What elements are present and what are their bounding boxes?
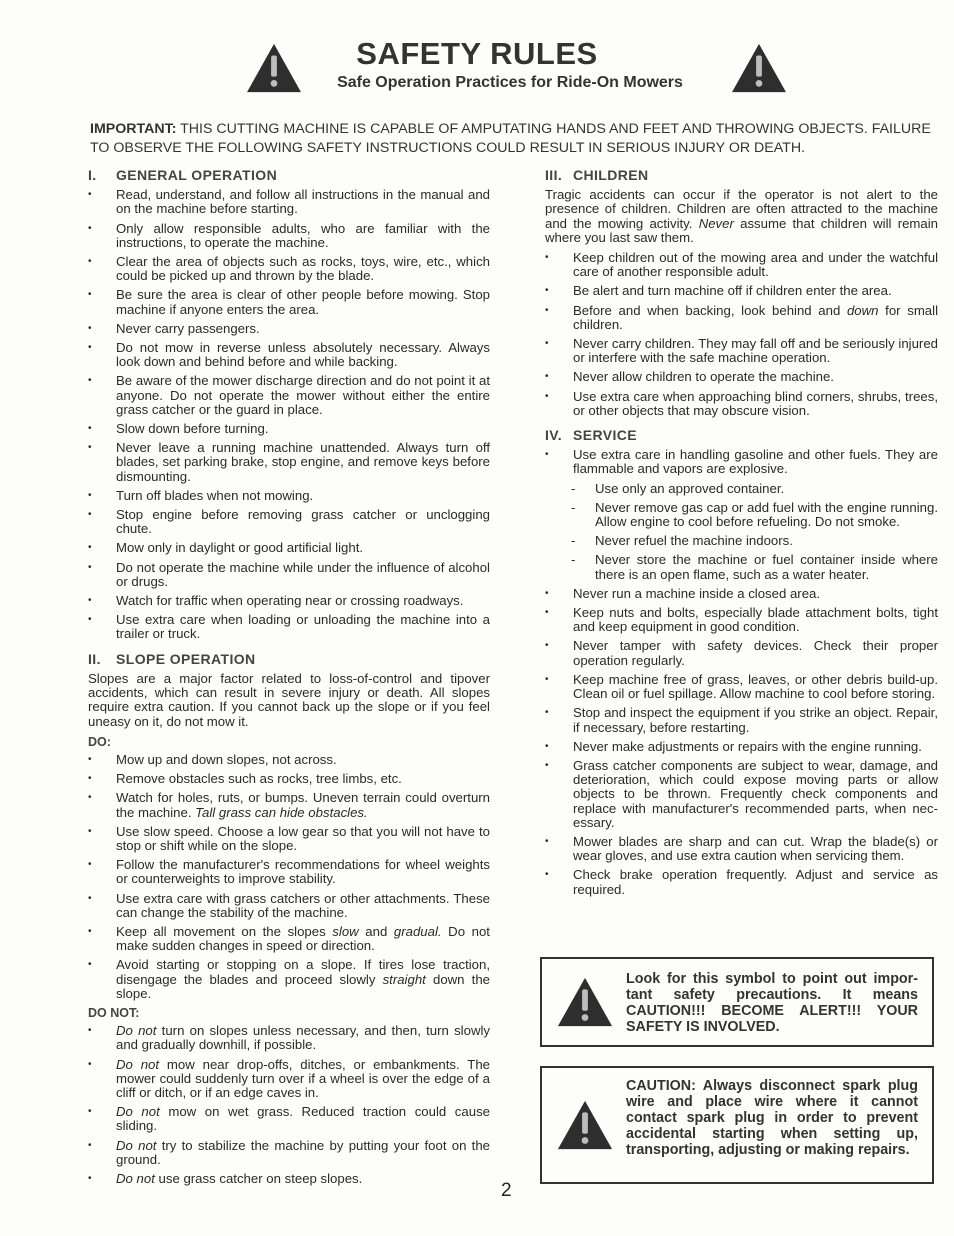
slope-intro: Slopes are a major factor related to loss-of-control and tipover accidents, which can result in severe injury or death. All slopes require extra caution. If you cannot back up the slope or if you feel uneasy on it, do not mow it. — [88, 670, 490, 729]
list-item: • Never carry passengers. — [88, 322, 490, 336]
section-heading-service: IV. SERVICE — [545, 427, 638, 444]
list-item: • Remove obstacles such as rocks, tree limbs, etc. — [88, 772, 490, 786]
important-text: THIS CUTTING MACHINE IS CAPABLE OF AMPUTATING HANDS AND FEET AND THROWING OBJECTS. FAILURE TO OBSERVE THE FOLLOWING SAFETY INSTRUCTIONS COULD RESULT IN SERIOUS INJURY OR DEATH. — [90, 121, 931, 156]
fuel-sub-list — [545, 482, 938, 582]
page-number: 2 — [501, 1180, 512, 1201]
list-item: • Use slow speed. Choose a low gear so that you will not have to stop or shift while on the slope. — [88, 825, 490, 853]
list-item: • Only allow responsible adults, who are familiar with the instructions, to operate the machine. — [88, 222, 490, 250]
symbol-notice-text: Look for this symbol to point out impor-tant safety precautions. It means CAUTION!!! BECOME ALERT!!! YOUR SAFETY IS INVOLVED. — [626, 971, 918, 1035]
list-item: • Use extra care when loading or unloading the machine into a trailer or truck. — [88, 613, 490, 641]
list-item: • Never allow children to operate the machine. — [545, 370, 938, 384]
list-item: • Avoid starting or stopping on a slope. If tires lose traction, disengage the blades and proceed slowly straight down the slope. — [88, 958, 490, 1001]
list-item: • Read, understand, and follow all instructions in the manual and on the machine before starting. — [88, 188, 490, 216]
list-item: • Do not use grass catcher on steep slopes. — [88, 1172, 490, 1186]
list-item: • Follow the manufacturer's recommendations for wheel weights or counterweights to improve stability. — [88, 858, 490, 886]
list-item: • Do not mow near drop-offs, ditches, or embankments. The mower could suddenly turn over if a wheel is over the edge of a cliff or ditch, or if an edge caves in. — [88, 1058, 490, 1101]
warning-triangle-icon — [556, 1096, 614, 1154]
page-subtitle: Safe Operation Practices for Ride-On Mowers — [337, 74, 683, 91]
left-column — [88, 166, 490, 1191]
list-item: • Stop engine before removing grass catcher or unclogging chute. — [88, 508, 490, 536]
list-item: • Keep all movement on the slopes slow and gradual. Do not make sudden changes in speed or direction. — [88, 925, 490, 953]
list-item: • Stop and inspect the equipment if you strike an object. Repair, if necessary, before restarting. — [545, 706, 938, 734]
list-item: • Grass catcher components are subject to wear, damage, and deterioration, which could expose moving parts or allow objects to be thrown. Frequently check components and replace with manufacturer's recommended parts, when nec-essary. — [545, 759, 938, 830]
section-heading-general: I. GENERAL OPERATION — [88, 167, 278, 183]
important-label: IMPORTANT: — [90, 121, 177, 137]
warning-triangle-icon — [556, 973, 614, 1031]
caution-text: CAUTION: Always disconnect spark plug wire and place wire where it cannot contact spark plug in order to prevent accidental starting when setting up, transporting, adjusting or making repairs. — [626, 1078, 918, 1158]
caution-box — [540, 1066, 934, 1184]
list-item: • Mow up and down slopes, not across. — [88, 753, 490, 767]
list-item: • Do not operate the machine while under the influence of alcohol or drugs. — [88, 561, 490, 589]
list-item: • Be aware of the mower discharge direction and do not point it at anyone. Do not operate the mower without either the entire grass catcher or the guard in place. — [88, 374, 490, 417]
do-heading: DO: — [88, 734, 111, 749]
do-not-heading: DO NOT: — [88, 1005, 140, 1020]
children-intro: Tragic accidents can occur if the operator is not alert to the presence of children. Children are often attracted to the machine and the mowing activity. Never assume that children will remain where you last saw them. — [545, 187, 939, 245]
list-item: • Never tamper with safety devices. Check their proper operation regularly. — [545, 639, 938, 667]
important-notice — [90, 120, 940, 158]
list-item: • Use extra care when approaching blind corners, shrubs, trees, or other objects that may obscure vision. — [545, 390, 938, 418]
list-item: - Use only an approved container. — [569, 482, 938, 496]
list-item: • Be alert and turn machine off if children enter the area. — [545, 284, 938, 298]
children-list — [545, 251, 938, 418]
do-list — [88, 753, 490, 1001]
list-item: • Watch for traffic when operating near or crossing roadways. — [88, 594, 490, 608]
list-item: • Keep children out of the mowing area and under the watchful care of another responsible adult. — [545, 251, 938, 279]
list-item: • Turn off blades when not mowing. — [88, 489, 490, 503]
list-item: • Do not try to stabilize the machine by putting your foot on the ground. — [88, 1139, 490, 1167]
list-item: • Never carry children. They may fall off and be seriously injured or interfere with the safe machine operation. — [545, 337, 938, 365]
page-title: SAFETY RULES — [356, 36, 598, 71]
list-item: - Never remove gas cap or add fuel with the engine running. Allow engine to cool before refueling. Do not smoke. — [569, 501, 938, 529]
list-item: • Before and when backing, look behind and down for small children. — [545, 304, 938, 332]
symbol-notice-box — [540, 957, 934, 1047]
service-list-first — [545, 448, 938, 476]
list-item: • Do not mow in reverse unless absolutely necessary. Always look down and behind before and while backing. — [88, 341, 490, 369]
list-item: • Mower blades are sharp and can cut. Wrap the blade(s) or wear gloves, and use extra caution when servicing them. — [545, 835, 938, 863]
section-heading-slope: II. SLOPE OPERATION — [88, 650, 256, 667]
list-item: - Never store the machine or fuel container inside where there is an open flame, such as a water heater. — [569, 553, 938, 581]
list-item: • Clear the area of objects such as rocks, toys, wire, etc., which could be picked up and thrown by the blade. — [88, 255, 490, 283]
list-item: • Check brake operation frequently. Adjust and service as required. — [545, 868, 938, 896]
list-item: • Watch for holes, ruts, or bumps. Uneven terrain could overturn the machine. Tall grass can hide obstacles. — [88, 791, 490, 819]
list-item: • Do not mow on wet grass. Reduced traction could cause sliding. — [88, 1105, 490, 1133]
list-item: - Never refuel the machine indoors. — [569, 534, 938, 548]
list-item: • Never run a machine inside a closed area. — [545, 587, 938, 601]
list-item: • Mow only in daylight or good artificial light. — [88, 541, 490, 555]
section-heading-children: III. CHILDREN — [545, 167, 649, 183]
list-item: • Be sure the area is clear of other people before mowing. Stop machine if anyone enters the area. — [88, 288, 490, 316]
service-list — [545, 587, 938, 897]
list-item: • Use extra care with grass catchers or other attachments. These can change the stability of the machine. — [88, 892, 490, 920]
do-not-list — [88, 1024, 490, 1186]
list-item: • Never leave a running machine unattended. Always turn off blades, set parking brake, stop engine, and remove keys before dismounting. — [88, 441, 490, 484]
list-item: • Keep machine free of grass, leaves, or other debris build-up. Clean oil or fuel spillage. Allow machine to cool before storing. — [545, 673, 938, 701]
general-list — [88, 188, 490, 641]
list-item: • Use extra care in handling gasoline and other fuels. They are flammable and vapors are explosive. — [545, 448, 938, 476]
list-item: • Keep nuts and bolts, especially blade attachment bolts, tight and keep equipment in good condition. — [545, 606, 938, 634]
list-item: • Slow down before turning. — [88, 422, 490, 436]
right-column — [545, 166, 938, 902]
list-item: • Do not turn on slopes unless necessary, and then, turn slowly and gradually downhill, if possible. — [88, 1024, 490, 1052]
list-item: • Never make adjustments or repairs with the engine running. — [545, 740, 938, 754]
